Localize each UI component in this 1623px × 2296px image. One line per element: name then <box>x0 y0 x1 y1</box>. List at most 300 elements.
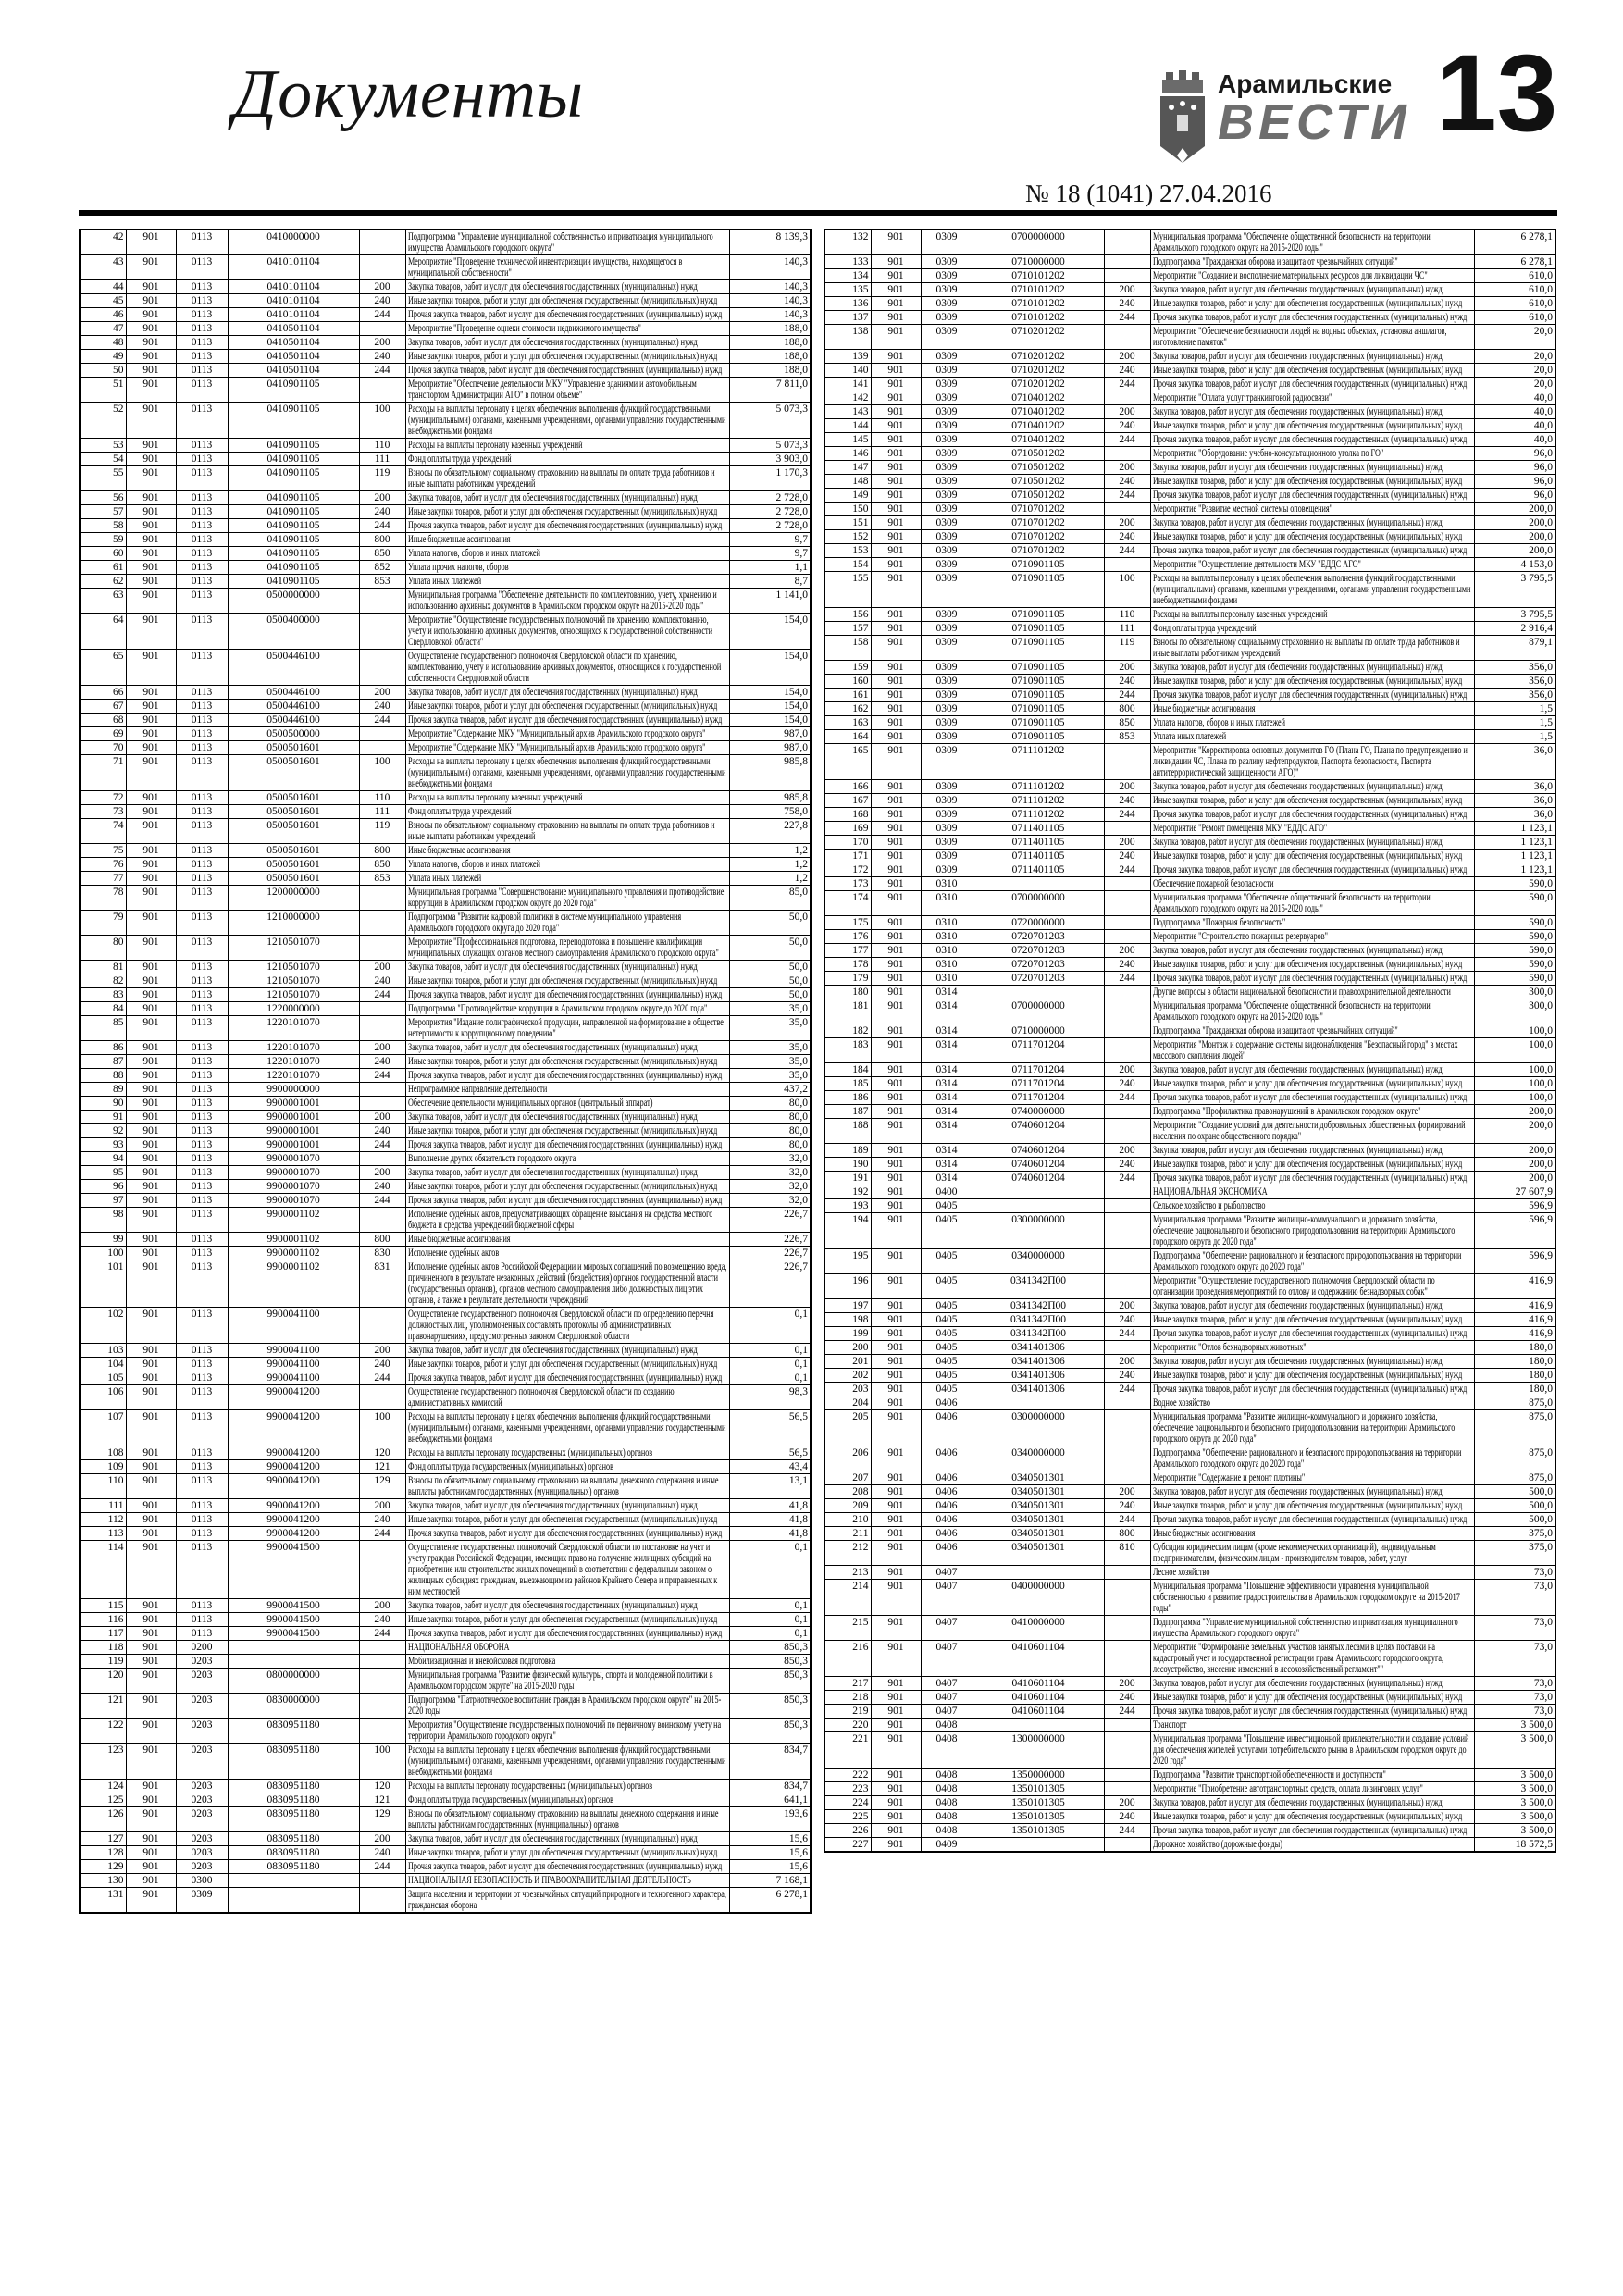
code-chapter: 901 <box>871 1782 921 1796</box>
amount: 3 500,0 <box>1474 1782 1555 1796</box>
expense-name: Мероприятия "Осуществление государственных полномочий по первичному воинскому учету на территории Арамильского городского округа" <box>405 1719 729 1744</box>
row-number: 61 <box>80 561 126 575</box>
code-expense-type <box>1104 1396 1150 1410</box>
amount: 2 728,0 <box>729 519 811 533</box>
code-chapter: 901 <box>871 1641 921 1677</box>
code-chapter: 901 <box>126 589 176 614</box>
expense-name: Иные закупки товаров, работ и услуг для обеспечения государственных (муниципальных) нужд <box>405 974 729 988</box>
code-section: 0309 <box>921 283 973 297</box>
code-target-item: 0830951180 <box>228 1846 359 1860</box>
expense-name: Прочая закупка товаров, работ и услуг для обеспечения государственных (муниципальных) нужд <box>1150 1705 1474 1719</box>
table-row <box>80 1124 811 1138</box>
amount: 1 123,1 <box>1474 836 1555 850</box>
amount: 15,6 <box>729 1832 811 1846</box>
row-number: 85 <box>80 1016 126 1041</box>
code-target-item: 0710901105 <box>973 689 1104 702</box>
code-section: 0113 <box>176 844 228 858</box>
table-row <box>824 1541 1555 1566</box>
code-target-item: 0710201202 <box>973 350 1104 364</box>
table-row <box>80 700 811 714</box>
code-target-item: 0710901105 <box>973 636 1104 661</box>
expense-name: Прочая закупка товаров, работ и услуг для обеспечения государственных (муниципальных) нужд <box>405 1138 729 1152</box>
code-expense-type: 200 <box>1104 1144 1150 1158</box>
code-section: 0309 <box>921 608 973 622</box>
code-section: 0113 <box>176 1499 228 1513</box>
code-expense-type <box>1104 1341 1150 1355</box>
code-chapter: 901 <box>126 1233 176 1247</box>
code-section: 0309 <box>921 780 973 794</box>
table-row <box>80 614 811 650</box>
code-section: 0113 <box>176 350 228 364</box>
row-number: 172 <box>824 863 871 877</box>
code-expense-type: 244 <box>1104 433 1150 447</box>
amount: 590,0 <box>1474 958 1555 972</box>
amount: 96,0 <box>1474 475 1555 489</box>
amount: 590,0 <box>1474 891 1555 916</box>
expense-name: Расходы на выплаты персоналу в целях обеспечения выполнения функций государственными (муниципальными) органами, казенными учреждениями, органами управления государственными внебюджетными фондами <box>405 755 729 791</box>
amount: 416,9 <box>1474 1313 1555 1327</box>
table-row <box>80 1513 811 1527</box>
amount: 1 123,1 <box>1474 822 1555 836</box>
row-number: 148 <box>824 475 871 489</box>
code-section: 0406 <box>921 1471 973 1485</box>
row-number: 73 <box>80 805 126 819</box>
code-section: 0314 <box>921 1063 973 1077</box>
expense-name: Муниципальная программа "Повышение инвестиционной привлекательности и создание условий для обеспечения жителей услугами потребительского рынка в Арамильском городском округе до 2020 года" <box>1150 1732 1474 1769</box>
row-number: 178 <box>824 958 871 972</box>
amount: 98,3 <box>729 1385 811 1410</box>
amount: 80,0 <box>729 1111 811 1124</box>
code-chapter: 901 <box>126 961 176 974</box>
code-target-item: 0711101202 <box>973 794 1104 808</box>
expense-name: Мероприятие "Проведение технической инвентаризации имущества, находящегося в муниципальной собственности" <box>405 255 729 280</box>
amount: 8,7 <box>729 575 811 589</box>
code-section: 0113 <box>176 230 228 255</box>
row-number: 190 <box>824 1158 871 1172</box>
code-section: 0113 <box>176 1002 228 1016</box>
amount: 188,0 <box>729 322 811 336</box>
code-chapter: 901 <box>871 433 921 447</box>
table-row <box>824 230 1555 255</box>
code-section: 0113 <box>176 439 228 453</box>
code-expense-type <box>1104 1185 1150 1199</box>
expense-name: Иные бюджетные ассигнования <box>405 1233 729 1247</box>
code-expense-type <box>359 1208 405 1233</box>
expense-name: Прочая закупка товаров, работ и услуг для обеспечения государственных (муниципальных) нужд <box>405 519 729 533</box>
expense-name: Осуществление государственных полномочий Свердловской области по постановке на учет и учету граждан Российской Федерации, имеющих право на получение жилищных субсидий на приобретение или строительство жилых помещений в соответствии с федеральным законом о жилищных субсидиях гражданам, выезжающим из районов Крайнего Севера и приравненных к ним местностей <box>405 1541 729 1599</box>
amount: 73,0 <box>1474 1705 1555 1719</box>
row-number: 218 <box>824 1691 871 1705</box>
table-row <box>80 819 811 844</box>
row-number: 176 <box>824 930 871 944</box>
code-expense-type <box>1104 391 1150 405</box>
expense-name: Подпрограмма "Противодействие коррупции в Арамильском городском округе до 2020 года" <box>405 1002 729 1016</box>
row-number: 149 <box>824 489 871 503</box>
code-expense-type: 244 <box>1104 1091 1150 1105</box>
amount: 200,0 <box>1474 1119 1555 1144</box>
row-number: 159 <box>824 661 871 675</box>
table-row <box>824 1038 1555 1063</box>
code-section: 0310 <box>921 891 973 916</box>
expense-name: Фонд оплаты труда учреждений <box>405 453 729 466</box>
row-number: 55 <box>80 466 126 491</box>
code-target-item: 0740601204 <box>973 1172 1104 1185</box>
code-expense-type: 830 <box>359 1247 405 1260</box>
code-target-item: 1200000000 <box>228 886 359 911</box>
code-chapter: 901 <box>126 614 176 650</box>
code-expense-type: 810 <box>1104 1541 1150 1566</box>
amount: 500,0 <box>1474 1485 1555 1499</box>
code-expense-type <box>1104 1782 1150 1796</box>
row-number: 197 <box>824 1299 871 1313</box>
expense-name: Прочая закупка товаров, работ и услуг для обеспечения государственных (муниципальных) нужд <box>1150 378 1474 391</box>
code-target-item: 0830951180 <box>228 1860 359 1874</box>
code-target-item: 0340501301 <box>973 1499 1104 1513</box>
row-number: 48 <box>80 336 126 350</box>
row-number: 160 <box>824 675 871 689</box>
code-target-item: 0711101202 <box>973 780 1104 794</box>
code-target-item: 0720000000 <box>973 916 1104 930</box>
amount: 1 123,1 <box>1474 863 1555 877</box>
code-section: 0113 <box>176 1541 228 1599</box>
table-row <box>824 391 1555 405</box>
code-expense-type: 244 <box>1104 1513 1150 1527</box>
code-expense-type <box>359 230 405 255</box>
code-chapter: 901 <box>871 475 921 489</box>
row-number: 214 <box>824 1580 871 1616</box>
row-number: 204 <box>824 1396 871 1410</box>
row-number: 206 <box>824 1446 871 1471</box>
table-row <box>824 1677 1555 1691</box>
code-expense-type: 244 <box>1104 689 1150 702</box>
expense-name: Взносы по обязательному социальному страхованию на выплаты по оплате труда работников и иные выплаты работникам учреждений <box>405 466 729 491</box>
table-row <box>824 850 1555 863</box>
code-expense-type <box>359 886 405 911</box>
code-chapter: 901 <box>126 1410 176 1446</box>
code-chapter: 901 <box>126 650 176 686</box>
code-section: 0309 <box>921 689 973 702</box>
code-section: 0113 <box>176 727 228 741</box>
code-target-item: 0710000000 <box>973 255 1104 269</box>
code-target-item: 0740601204 <box>973 1158 1104 1172</box>
code-expense-type <box>359 1719 405 1744</box>
code-section: 0309 <box>921 447 973 461</box>
expense-name: Мероприятие "Отлов бехнадзорных животных" <box>1150 1341 1474 1355</box>
amount: 73,0 <box>1474 1677 1555 1691</box>
code-chapter: 901 <box>126 1744 176 1780</box>
code-expense-type: 200 <box>359 1344 405 1358</box>
code-chapter: 901 <box>871 378 921 391</box>
code-chapter: 901 <box>126 403 176 439</box>
code-expense-type: 244 <box>359 988 405 1002</box>
expense-name: Фонд оплаты труда учреждений <box>1150 622 1474 636</box>
code-chapter: 901 <box>126 255 176 280</box>
code-expense-type <box>1104 1769 1150 1782</box>
code-chapter: 901 <box>126 561 176 575</box>
expense-name: Закупка товаров, работ и услуг для обеспечения государственных (муниципальных) нужд <box>405 280 729 294</box>
code-chapter: 901 <box>871 999 921 1024</box>
code-target-item: 0711401105 <box>973 863 1104 877</box>
code-target-item: 0410501104 <box>228 336 359 350</box>
expense-name: Прочая закупка товаров, работ и услуг для обеспечения государственных (муниципальных) нужд <box>405 988 729 1002</box>
code-expense-type: 240 <box>1104 530 1150 544</box>
expense-name: Взносы по обязательному социальному страхованию на выплаты по оплате труда работников и иные выплаты работникам учреждений <box>1150 636 1474 661</box>
table-row <box>80 858 811 872</box>
expense-name: Муниципальная программа "Развитие жилищно-коммунального и дорожного хозяйства, обеспечение рационального и безопасного природопользования на территории Арамильского городского округа до 2020 года" <box>1150 1410 1474 1446</box>
amount: 35,0 <box>729 1069 811 1083</box>
row-number: 173 <box>824 877 871 891</box>
code-target-item: 9900001070 <box>228 1180 359 1194</box>
table-row <box>824 1024 1555 1038</box>
code-section: 0309 <box>176 1888 228 1914</box>
table-row <box>824 877 1555 891</box>
code-target-item: 0711101202 <box>973 744 1104 780</box>
amount: 875,0 <box>1474 1396 1555 1410</box>
row-number: 196 <box>824 1274 871 1299</box>
code-target-item: 0710901105 <box>973 572 1104 608</box>
code-chapter: 901 <box>126 686 176 700</box>
amount: 73,0 <box>1474 1616 1555 1641</box>
amount: 200,0 <box>1474 530 1555 544</box>
code-expense-type <box>1104 891 1150 916</box>
expense-name: Иные закупки товаров, работ и услуг для обеспечения государственных (муниципальных) нужд <box>1150 530 1474 544</box>
code-target-item: 0711701204 <box>973 1077 1104 1091</box>
amount: 834,7 <box>729 1780 811 1793</box>
code-chapter: 901 <box>126 872 176 886</box>
table-row <box>824 364 1555 378</box>
expense-name: Расходы на выплаты персоналу казенных учреждений <box>1150 608 1474 622</box>
code-chapter: 901 <box>126 1641 176 1655</box>
code-target-item: 9900001070 <box>228 1166 359 1180</box>
table-row <box>80 230 811 255</box>
code-target-item: 0710701202 <box>973 544 1104 558</box>
code-section: 0309 <box>921 350 973 364</box>
table-row <box>824 311 1555 325</box>
table-row <box>824 1077 1555 1091</box>
code-chapter: 901 <box>871 972 921 986</box>
amount: 7 811,0 <box>729 378 811 403</box>
row-number: 127 <box>80 1832 126 1846</box>
table-row <box>824 1691 1555 1705</box>
code-section: 0113 <box>176 1599 228 1613</box>
code-expense-type: 111 <box>1104 622 1150 636</box>
amount: 3 500,0 <box>1474 1810 1555 1824</box>
table-row <box>824 1341 1555 1355</box>
code-expense-type: 240 <box>1104 794 1150 808</box>
table-row <box>824 475 1555 489</box>
expense-name: Закупка товаров, работ и услуг для обеспечения государственных (муниципальных) нужд <box>1150 1355 1474 1369</box>
expense-name: Иные закупки товаров, работ и услуг для обеспечения государственных (муниципальных) нужд <box>1150 958 1474 972</box>
row-number: 213 <box>824 1566 871 1580</box>
code-target-item: 1350101305 <box>973 1810 1104 1824</box>
code-expense-type <box>359 1002 405 1016</box>
code-section: 0113 <box>176 1446 228 1460</box>
code-section: 0113 <box>176 378 228 403</box>
row-number: 52 <box>80 403 126 439</box>
expense-name: Прочая закупка товаров, работ и услуг для обеспечения государственных (муниципальных) нужд <box>1150 1824 1474 1838</box>
row-number: 67 <box>80 700 126 714</box>
code-target-item <box>973 986 1104 999</box>
amount: 50,0 <box>729 974 811 988</box>
expense-name: Подпрограмма "Гражданская оборона и защита от чрезвычайных ситуаций" <box>1150 1024 1474 1038</box>
code-expense-type: 800 <box>1104 702 1150 716</box>
expense-name: Прочая закупка товаров, работ и услуг для обеспечения государственных (муниципальных) нужд <box>1150 972 1474 986</box>
code-target-item <box>228 1874 359 1888</box>
code-target-item: 0830951180 <box>228 1832 359 1846</box>
amount: 875,0 <box>1474 1410 1555 1446</box>
code-target-item: 0711701204 <box>973 1038 1104 1063</box>
row-number: 96 <box>80 1180 126 1194</box>
code-target-item: 0341342П00 <box>973 1327 1104 1341</box>
table-row <box>824 461 1555 475</box>
code-section: 0113 <box>176 533 228 547</box>
code-chapter: 901 <box>126 988 176 1002</box>
code-chapter: 901 <box>871 636 921 661</box>
code-chapter: 901 <box>126 1111 176 1124</box>
code-expense-type: 120 <box>359 1446 405 1460</box>
table-row <box>80 322 811 336</box>
table-row <box>824 1471 1555 1485</box>
code-target-item <box>973 1396 1104 1410</box>
code-section: 0203 <box>176 1669 228 1694</box>
code-target-item: 0711401105 <box>973 836 1104 850</box>
row-number: 162 <box>824 702 871 716</box>
table-row <box>80 1527 811 1541</box>
code-target-item: 0500446100 <box>228 686 359 700</box>
table-row <box>80 1846 811 1860</box>
row-number: 68 <box>80 714 126 727</box>
table-row <box>80 1055 811 1069</box>
table-row <box>824 608 1555 622</box>
table-row <box>80 936 811 961</box>
code-expense-type: 200 <box>1104 1677 1150 1691</box>
table-row <box>80 1016 811 1041</box>
table-row <box>824 1355 1555 1369</box>
expense-name: Иные закупки товаров, работ и услуг для обеспечения государственных (муниципальных) нужд <box>405 700 729 714</box>
code-expense-type <box>1104 999 1150 1024</box>
code-chapter: 901 <box>871 283 921 297</box>
code-target-item: 0700000000 <box>973 230 1104 255</box>
code-target-item: 0410901105 <box>228 439 359 453</box>
code-target-item: 0410601104 <box>973 1677 1104 1691</box>
code-chapter: 901 <box>871 1824 921 1838</box>
code-section: 0405 <box>921 1327 973 1341</box>
code-chapter: 901 <box>126 364 176 378</box>
amount: 6 278,1 <box>729 1888 811 1914</box>
expense-name: Иные бюджетные ассигнования <box>405 533 729 547</box>
row-number: 44 <box>80 280 126 294</box>
code-target-item: 1220101070 <box>228 1016 359 1041</box>
code-chapter: 901 <box>871 447 921 461</box>
amount: 32,0 <box>729 1166 811 1180</box>
amount: 416,9 <box>1474 1274 1555 1299</box>
table-row <box>80 1655 811 1669</box>
code-target-item: 0410901105 <box>228 378 359 403</box>
expense-name: Прочая закупка товаров, работ и услуг для обеспечения государственных (муниципальных) нужд <box>405 308 729 322</box>
code-expense-type: 244 <box>359 308 405 322</box>
code-target-item: 0410901105 <box>228 519 359 533</box>
code-expense-type: 200 <box>359 336 405 350</box>
row-number: 158 <box>824 636 871 661</box>
code-section: 0406 <box>921 1485 973 1499</box>
code-target-item: 0710901105 <box>973 661 1104 675</box>
code-target-item: 0700000000 <box>973 999 1104 1024</box>
code-target-item: 0410501104 <box>228 364 359 378</box>
expense-name: Прочая закупка товаров, работ и услуг для обеспечения государственных (муниципальных) нужд <box>405 364 729 378</box>
code-expense-type: 100 <box>1104 572 1150 608</box>
code-chapter: 901 <box>126 1138 176 1152</box>
table-row <box>824 1369 1555 1383</box>
row-number: 121 <box>80 1694 126 1719</box>
row-number: 136 <box>824 297 871 311</box>
code-chapter: 901 <box>126 1180 176 1194</box>
table-row <box>824 1513 1555 1527</box>
amount: 1,5 <box>1474 730 1555 744</box>
row-number: 221 <box>824 1732 871 1769</box>
table-row <box>824 378 1555 391</box>
code-expense-type: 244 <box>359 1371 405 1385</box>
amount: 610,0 <box>1474 269 1555 283</box>
expense-name: Мероприятие "Оборудование учебно-консультационного уголка по ГО" <box>1150 447 1474 461</box>
code-section: 0407 <box>921 1705 973 1719</box>
amount: 15,6 <box>729 1860 811 1874</box>
row-number: 101 <box>80 1260 126 1308</box>
table-row <box>824 1119 1555 1144</box>
row-number: 90 <box>80 1097 126 1111</box>
table-row <box>80 1308 811 1344</box>
code-expense-type: 240 <box>1104 675 1150 689</box>
expense-name: Иные закупки товаров, работ и услуг для обеспечения государственных (муниципальных) нужд <box>405 350 729 364</box>
row-number: 202 <box>824 1369 871 1383</box>
table-row <box>80 1669 811 1694</box>
amount: 985,8 <box>729 755 811 791</box>
expense-name: Уплата налогов, сборов и иных платежей <box>1150 716 1474 730</box>
row-number: 54 <box>80 453 126 466</box>
table-row <box>80 519 811 533</box>
code-expense-type: 110 <box>359 439 405 453</box>
amount: 50,0 <box>729 988 811 1002</box>
table-row <box>824 1410 1555 1446</box>
code-section: 0113 <box>176 1041 228 1055</box>
code-expense-type: 200 <box>1104 780 1150 794</box>
code-section: 0310 <box>921 916 973 930</box>
code-expense-type: 240 <box>359 1513 405 1527</box>
amount: 140,3 <box>729 308 811 322</box>
table-row <box>824 489 1555 503</box>
expense-name: Муниципальная программа "Повышение эффективности управления муниципальной собственностью и развитие градостроительства в Арамильском городском округе на 2015-2017 годы" <box>1150 1580 1474 1616</box>
expense-name: Мобилизационная и вневойсковая подготовка <box>405 1655 729 1669</box>
code-section: 0407 <box>921 1677 973 1691</box>
code-section: 0113 <box>176 294 228 308</box>
code-target-item: 9900041200 <box>228 1410 359 1446</box>
amount: 154,0 <box>729 614 811 650</box>
amount: 40,0 <box>1474 391 1555 405</box>
expense-name: Закупка товаров, работ и услуг для обеспечения государственных (муниципальных) нужд <box>1150 1299 1474 1313</box>
table-row <box>80 988 811 1002</box>
code-chapter: 901 <box>871 1705 921 1719</box>
code-expense-type: 200 <box>359 1599 405 1613</box>
code-target-item: 0830000000 <box>228 1694 359 1719</box>
code-chapter: 901 <box>126 491 176 505</box>
code-section: 0310 <box>921 930 973 944</box>
amount: 985,8 <box>729 791 811 805</box>
code-chapter: 901 <box>871 350 921 364</box>
expense-name: Муниципальная программа "Совершенствование муниципального управления и противодействие коррупции в Арамильском городском округе до 2020 года" <box>405 886 729 911</box>
table-row <box>824 636 1555 661</box>
amount: 1,2 <box>729 844 811 858</box>
code-expense-type <box>359 614 405 650</box>
code-expense-type: 244 <box>1104 311 1150 325</box>
